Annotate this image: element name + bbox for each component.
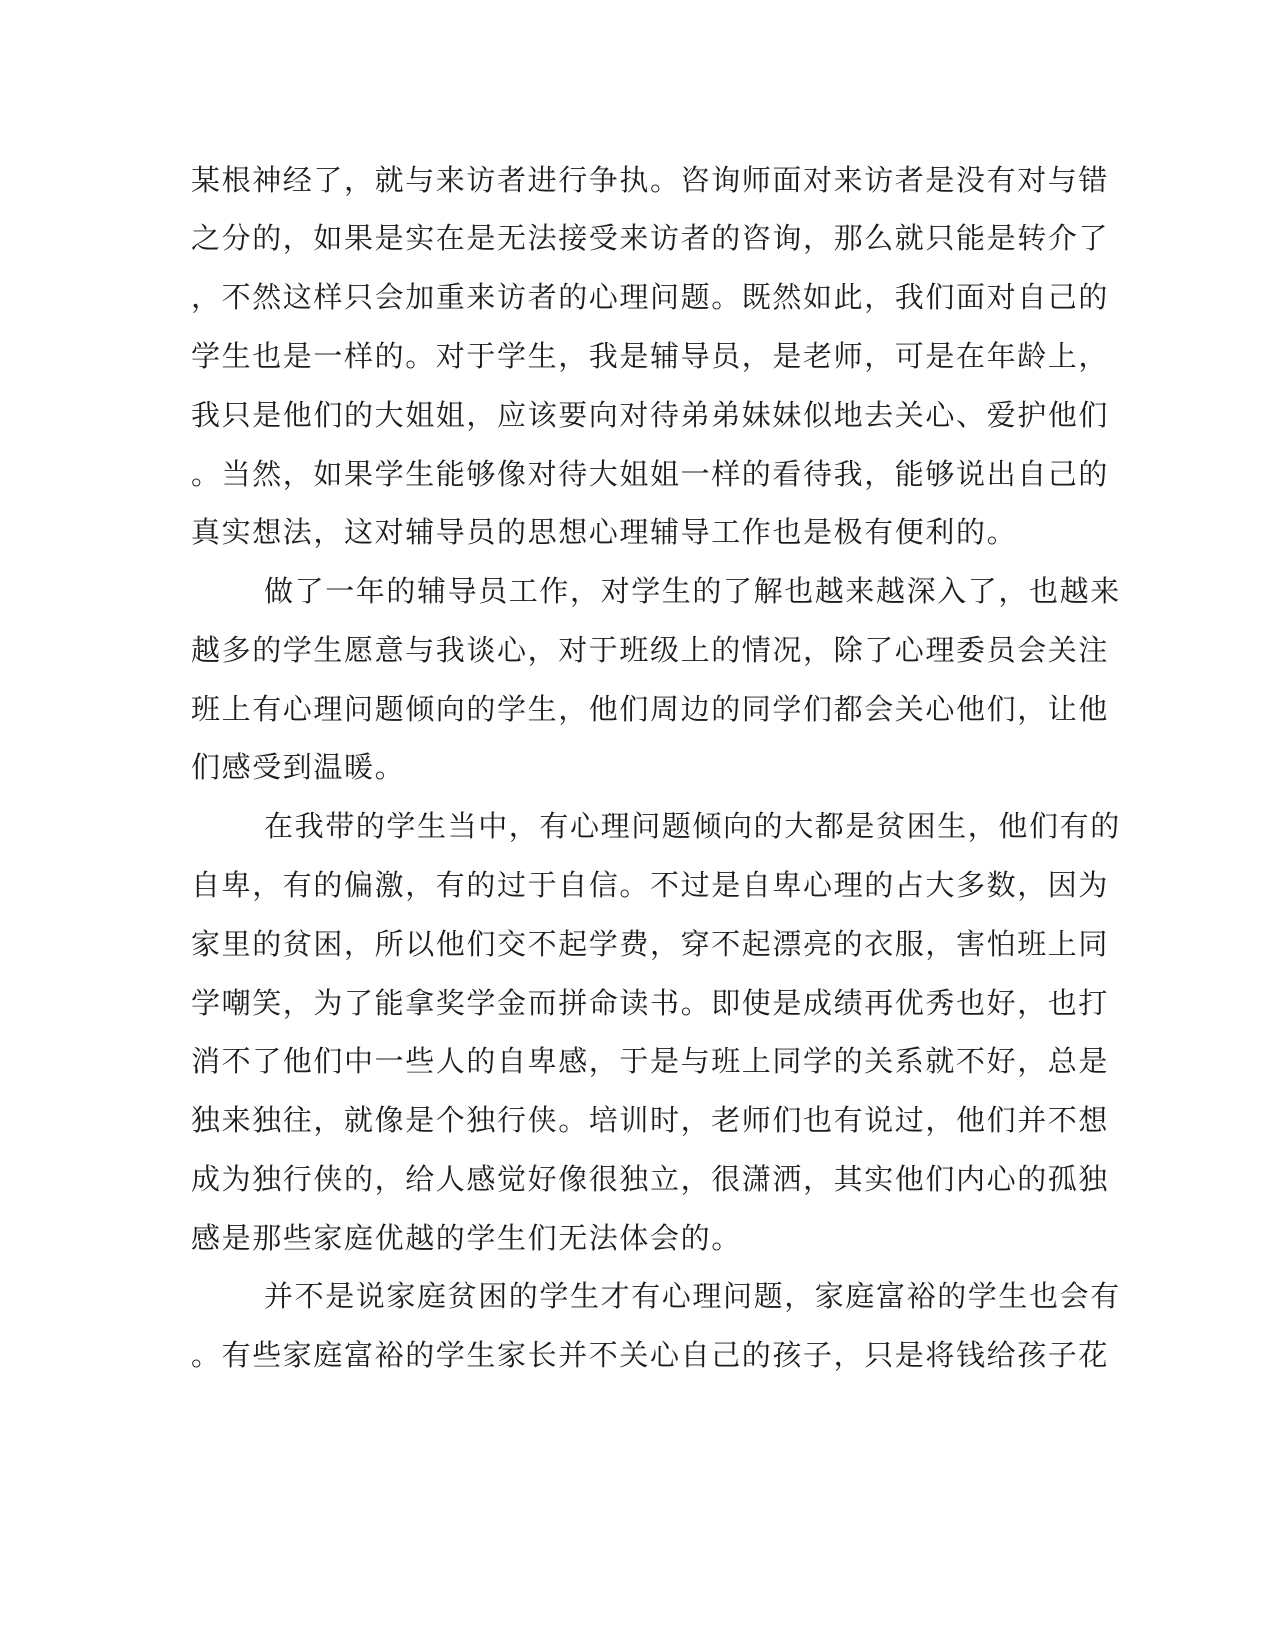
text-line: 某根神经了，就与来访者进行争执。咨询师面对来访者是没有对与错 <box>191 163 1110 197</box>
text-line: 真实想法，这对辅导员的思想心理辅导工作也是极有便利的。 <box>191 515 1018 549</box>
text-line: 。当然，如果学生能够像对待大姐姐一样的看待我，能够说出自己的 <box>191 457 1110 491</box>
text-line: 们感受到温暖。 <box>191 750 406 784</box>
text-line: 独来独往，就像是个独行侠。培训时，老师们也有说过，他们并不想 <box>191 1103 1110 1137</box>
text-line: 学生也是一样的。对于学生，我是辅导员，是老师，可是在年龄上， <box>191 339 1110 373</box>
text-line: 越多的学生愿意与我谈心，对于班级上的情况，除了心理委员会关注 <box>191 633 1110 667</box>
paragraph-first-line: 在我带的学生当中，有心理问题倾向的大都是贫困生，他们有的 <box>264 809 1121 843</box>
paragraph-first-line: 做了一年的辅导员工作，对学生的了解也越来越深入了，也越来 <box>264 574 1121 608</box>
text-line: 消不了他们中一些人的自卑感，于是与班上同学的关系就不好，总是 <box>191 1044 1110 1078</box>
text-line: ，不然这样只会加重来访者的心理问题。既然如此，我们面对自己的 <box>191 280 1110 314</box>
text-line: 自卑，有的偏激，有的过于自信。不过是自卑心理的占大多数，因为 <box>191 868 1110 902</box>
text-line: 。有些家庭富裕的学生家长并不关心自己的孩子，只是将钱给孩子花 <box>191 1338 1110 1372</box>
text-line: 我只是他们的大姐姐，应该要向对待弟弟妹妹似地去关心、爱护他们 <box>191 398 1110 432</box>
paragraph-first-line: 并不是说家庭贫困的学生才有心理问题，家庭富裕的学生也会有 <box>264 1279 1121 1313</box>
text-line: 班上有心理问题倾向的学生，他们周边的同学们都会关心他们，让他 <box>191 692 1110 726</box>
text-line: 成为独行侠的，给人感觉好像很独立，很潇洒，其实他们内心的孤独 <box>191 1162 1110 1196</box>
text-line: 学嘲笑，为了能拿奖学金而拼命读书。即使是成绩再优秀也好，也打 <box>191 986 1110 1020</box>
text-line: 家里的贫困，所以他们交不起学费，穿不起漂亮的衣服，害怕班上同 <box>191 927 1110 961</box>
text-line: 之分的，如果是实在是无法接受来访者的咨询，那么就只能是转介了 <box>191 221 1110 255</box>
text-line: 感是那些家庭优越的学生们无法体会的。 <box>191 1221 742 1255</box>
